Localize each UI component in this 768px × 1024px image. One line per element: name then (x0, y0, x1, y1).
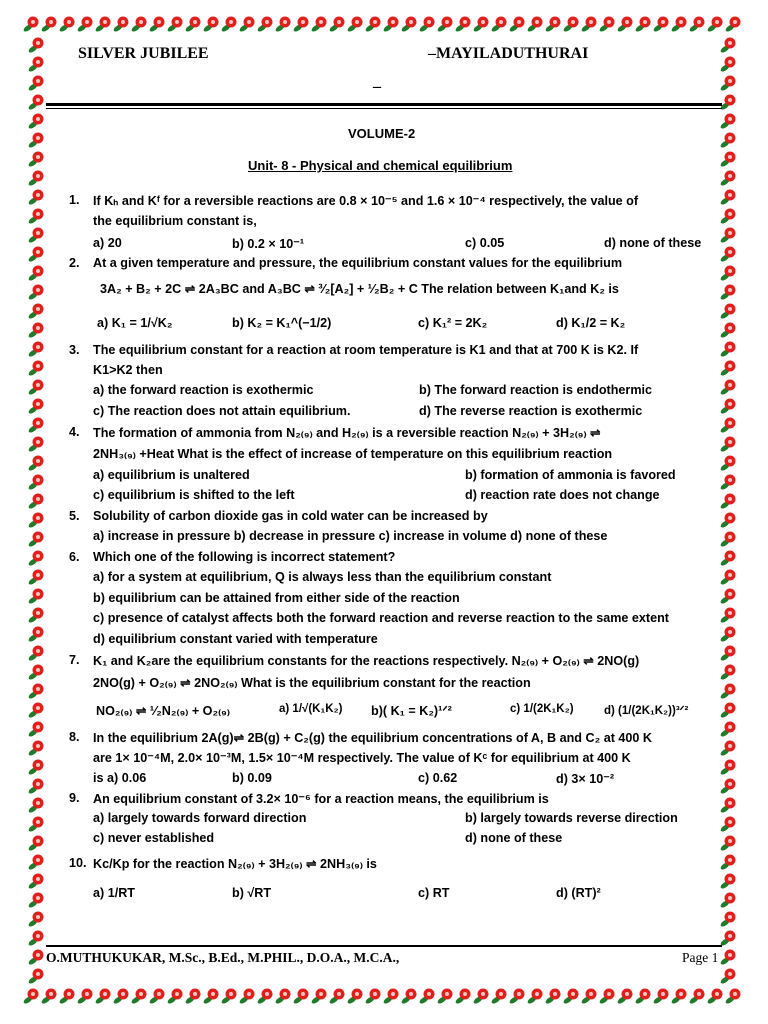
q6-option-d: d) equilibrium constant varied with temperature (93, 632, 378, 646)
q9-option-c: c) never established (93, 831, 215, 845)
q10-option-a: a) 1/RT (93, 886, 135, 900)
q9-line1: An equilibrium constant of 3.2× 10⁻⁶ for a reaction means, the equilibrium is (93, 792, 549, 806)
q10-option-c: c) RT (418, 886, 450, 900)
q4-option-c: c) equilibrium is shifted to the left (93, 488, 295, 502)
q4-option-d: d) reaction rate does not change (465, 488, 660, 502)
q1-option-a: a) 20 (93, 236, 122, 250)
q5-options: a) increase in pressure b) decrease in pressure c) increase in volume d) none of these (93, 529, 608, 543)
q6-option-c: c) presence of catalyst affects both the forward reaction and reverse reaction to the same extent (93, 611, 669, 625)
q2-option-c: c) K₁² = 2K₂ (418, 316, 488, 330)
q7-line2: 2NO(g) + O₂₍₉₎ ⇌ 2NO₂₍₉₎ What is the equilibrium constant for the reaction (93, 676, 531, 690)
q9-option-d: d) none of these (465, 831, 563, 845)
q10-number: 10. (69, 856, 87, 870)
q8-option-a: is a) 0.06 (93, 771, 147, 785)
q1-option-b: b) 0.2 × 10⁻¹ (232, 237, 305, 251)
unit-title: Unit- 8 - Physical and chemical equilibrium (248, 158, 513, 173)
q8-number: 8. (69, 730, 80, 744)
footer-author: O.MUTHUKUKAR, M.Sc., B.Ed., M.PHIL., D.O.A., M.C.A., (46, 950, 400, 965)
header-rule-thin (46, 108, 722, 109)
q4-number: 4. (69, 425, 80, 439)
q2-number: 2. (69, 256, 80, 270)
q8-line2: are 1× 10⁻⁴M, 2.0× 10⁻³M, 1.5× 10⁻⁴M respectively. The value of Kᶜ for equilibrium at 400 K (93, 751, 631, 765)
q7-option-a: a) 1/√(K₁K₂) (279, 703, 343, 715)
q3-line1: The equilibrium constant for a reaction at room temperature is K1 and that at 700 K is K2. If (93, 343, 639, 357)
q3-option-b: b) The forward reaction is endothermic (419, 383, 653, 397)
q8-option-c: c) 0.62 (418, 771, 458, 785)
volume-label: VOLUME-2 (348, 126, 416, 141)
q3-number: 3. (69, 343, 80, 357)
footer-rule (46, 945, 722, 947)
q7-option-c: c) 1/(2K₁K₂) (510, 703, 574, 715)
q6-option-b: b) equilibrium can be attained from either side of the reaction (93, 591, 460, 605)
q1-line2: the equilibrium constant is, (93, 214, 257, 228)
q7-option-b: b)( K₁ = K₂)¹ᐟ² (371, 704, 452, 718)
q7-line1: K₁ and K₂are the equilibrium constants for the reactions respectively. N₂₍₉₎ + O₂₍₉₎ ⇌ 2NO(g) (93, 654, 640, 668)
q8-option-b: b) 0.09 (232, 771, 272, 785)
q2-line2: 3A₂ + B₂ + 2C ⇌ 2A₃BC and A₃BC ⇌ ³⁄₂[A₂] + ¹⁄₂B₂ + C The relation between K₁and K₂ is (100, 282, 619, 296)
header-dash: – (373, 78, 381, 95)
q7-line3: NO₂₍₉₎ ⇌ ¹⁄₂N₂₍₉₎ + O₂₍₉₎ (96, 704, 230, 718)
q4-line1: The formation of ammonia from N₂₍₉₎ and H₂₍₉₎ is a reversible reaction N₂₍₉₎ + 3H₂₍₉₎ ⇌ (93, 426, 601, 440)
q10-line1: Kc/Kp for the reaction N₂₍₉₎ + 3H₂₍₉₎ ⇌ 2NH₃₍₉₎ is (93, 857, 377, 871)
q10-option-b: b) √RT (232, 886, 272, 900)
q1-number: 1. (69, 193, 80, 207)
q5-line1: Solubility of carbon dioxide gas in cold water can be increased by (93, 509, 488, 523)
header-left-title: SILVER JUBILEE (78, 45, 209, 62)
q3-option-a: a) the forward reaction is exothermic (93, 383, 314, 397)
q1-option-c: c) 0.05 (465, 236, 505, 250)
q2-line1: At a given temperature and pressure, the equilibrium constant values for the equilibrium (93, 256, 623, 270)
q6-option-a: a) for a system at equilibrium, Q is always less than the equilibrium constant (93, 570, 552, 584)
q6-number: 6. (69, 550, 80, 564)
q7-number: 7. (69, 653, 80, 667)
q3-line2: K1>K2 then (93, 363, 163, 377)
q2-option-b: b) K₂ = K₁^(−1/2) (232, 316, 332, 330)
q9-option-b: b) largely towards reverse direction (465, 811, 678, 825)
q2-option-a: a) K₁ = 1/√K₂ (97, 316, 173, 330)
q4-option-b: b) formation of ammonia is favored (465, 468, 676, 482)
q9-option-a: a) largely towards forward direction (93, 811, 307, 825)
q10-option-d: d) (RT)² (556, 886, 601, 900)
footer-page-number: Page 1 (682, 950, 719, 965)
header-right-title: –MAYILADUTHURAI (428, 45, 589, 62)
q8-line1: In the equilibrium 2A(g)⇌ 2B(g) + C₂(g) the equilibrium concentrations of A, B and C₂ at 400 K (93, 731, 652, 745)
q4-option-a: a) equilibrium is unaltered (93, 468, 250, 482)
q4-line2: 2NH₃₍₉₎ +Heat What is the effect of increase of temperature on this equilibrium reaction (93, 447, 613, 461)
q9-number: 9. (69, 791, 80, 805)
q7-option-d: d) (1/(2K₁K₂))³ᐟ² (604, 705, 689, 717)
q8-option-d: d) 3× 10⁻² (556, 772, 615, 786)
q3-option-d: d) The reverse reaction is exothermic (419, 404, 643, 418)
header-rule-thick (46, 103, 722, 106)
q6-line1: Which one of the following is incorrect statement? (93, 550, 396, 564)
q2-option-d: d) K₁/2 = K₂ (556, 316, 626, 330)
q1-option-d: d) none of these (604, 236, 702, 250)
q3-option-c: c) The reaction does not attain equilibrium. (93, 404, 351, 418)
q1-line1: If Kₕ and Kᶠ for a reversible reactions are 0.8 × 10⁻⁵ and 1.6 × 10⁻⁴ respectively, the value of (93, 194, 639, 208)
q5-number: 5. (69, 509, 80, 523)
